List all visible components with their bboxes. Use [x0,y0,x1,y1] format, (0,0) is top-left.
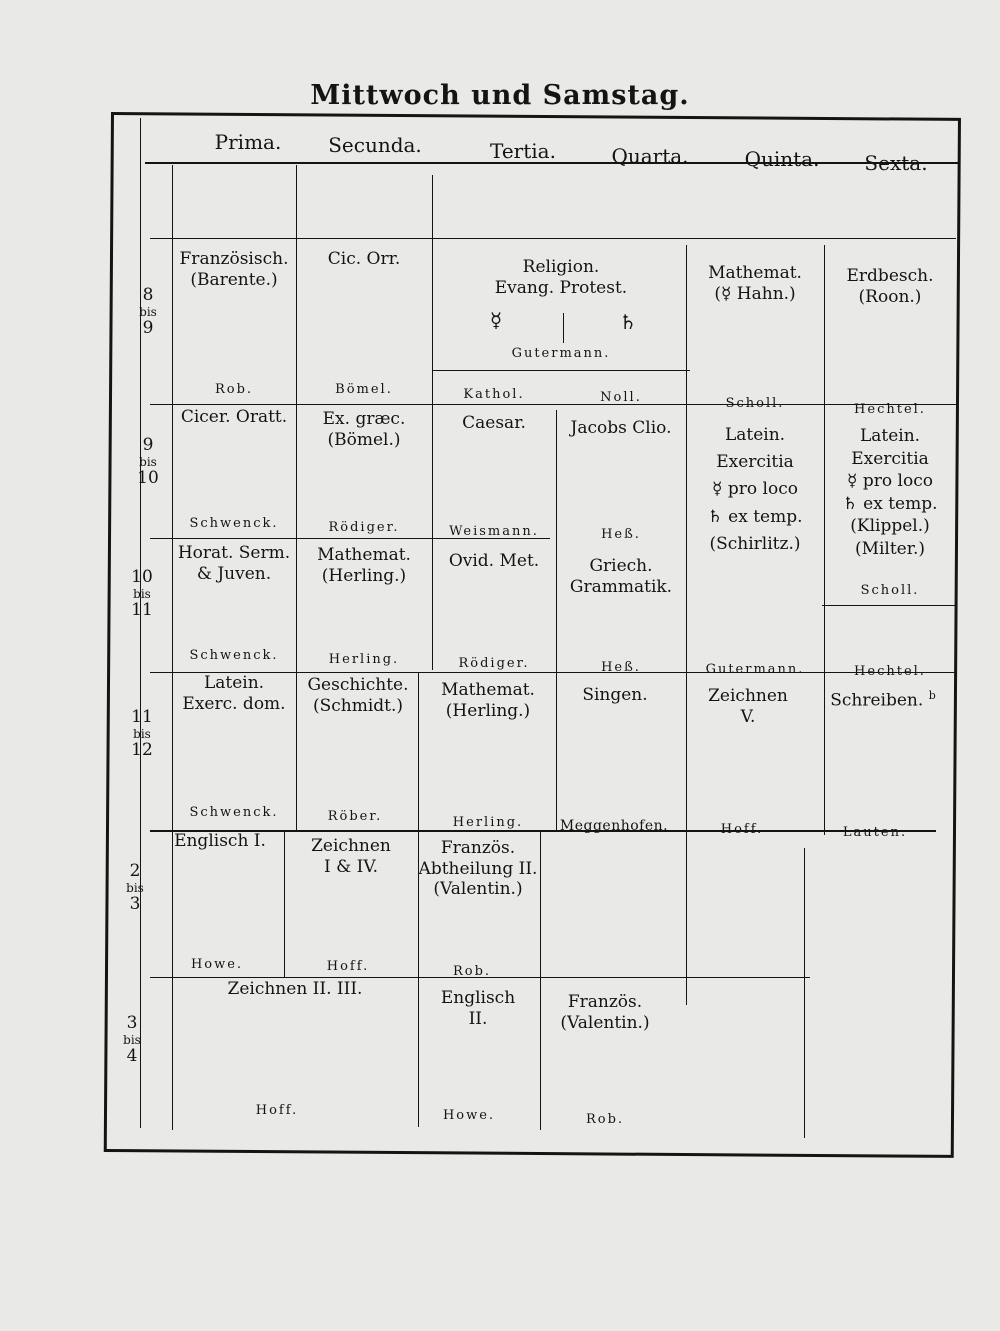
teacher-text: (☿ Hahn.) [714,283,796,304]
subject-sub: V. [740,706,756,727]
r2-secunda-name: Rödiger. [328,520,400,535]
subject-sub: Abtheilung II. [418,858,538,879]
r2-quarta-name: Heß. [601,527,641,542]
teacher-text: (Klippel.) [850,516,930,537]
religion-divider [563,313,564,343]
row1-top-rule [150,238,956,239]
r1-quinta-subject [686,263,824,304]
time-start: 9 [142,435,154,455]
subject-text: Ex. græc. [322,409,406,429]
r1-secunda-name: Bömel. [335,382,393,397]
subject-text: Horat. Serm. [177,543,291,563]
r6-zeichnen-name: Hoff. [255,1103,299,1118]
subject-text: Zeichnen [708,686,788,706]
time-start: 10 [131,567,153,587]
subject-text: Französ. [567,992,643,1012]
subject-text: Zeichnen [311,836,391,856]
subject-text: Latein. [859,426,921,446]
r5-prima-name: Howe. [190,957,244,972]
subject-text: Schreiben. [830,690,924,711]
r4-tertia-subject [420,680,556,721]
r5-prima-subject: Englisch I. [174,831,266,851]
r5-tertia-name: Rob. [452,964,492,979]
subject-sub: ☿ pro loco [712,479,798,500]
teacher-text: (Valentin.) [560,1012,650,1033]
r3-quarta-name: Heß. [601,660,641,675]
time-start: 8 [142,285,154,305]
r1-sexta-name: Hechtel. [854,402,926,417]
teacher-text: (Schmidt.) [312,695,404,716]
religion-name-rule [432,370,690,371]
subject-text: Französ. [440,838,516,858]
r2-sexta-name: Scholl. [860,583,920,598]
r4-quinta-subject [686,686,810,727]
header-tertia: Tertia. [490,139,556,163]
subject-text: Latein. [203,673,265,693]
teacher-text: (Schirlitz.) [709,533,801,554]
header-quarta: Quarta. [611,144,689,168]
r4-prima-name: Schwenck. [189,805,279,820]
time-10-11 [122,568,162,621]
r2-sexta-subject [824,425,956,561]
subject-text: Erdbesch. [846,266,934,286]
time-11-12 [122,708,162,761]
r2-quarta-subject: Jacobs Clio. [570,418,672,438]
teacher-text: (Herling.) [445,700,531,721]
time-bis: bis [133,726,151,741]
quinta-sexta-rule-lower [804,848,805,1138]
r1-religion-name: Gutermann. [511,346,611,361]
time-start: 3 [126,1013,138,1033]
subject-sub: Exerc. dom. [182,693,286,714]
teacher-text: (Milter.) [854,539,926,560]
r1-prima-subject [172,249,296,290]
r1-sexta-subject [824,266,956,307]
time-end: 4 [126,1046,138,1067]
r4-quarta-name: Meggenhofen. [559,818,669,834]
subject-text: Religion. [522,257,600,277]
r1-prima-name: Rob. [214,382,254,397]
time-bis: bis [139,304,157,319]
teacher-text: (Roon.) [858,286,922,307]
r6-tertia-subject [412,988,544,1029]
subject-sub: Exercitia [851,448,929,469]
r4-sexta-subject [810,689,956,711]
r5-secunda-name: Hoff. [326,959,370,974]
r4-secunda-name: Röber. [327,809,383,824]
r3-secunda-name: Herling. [328,652,400,667]
time-start: 2 [129,861,141,881]
r5-tertia-subject [410,838,546,900]
r2-quinta-subject [686,422,824,558]
r3-secunda-subject [296,545,432,586]
footnote-mark: b [928,689,936,702]
r3-tertia-name: Rödiger. [458,656,530,671]
subject-sub: ☿ pro loco [847,471,933,492]
time-end: 9 [142,318,154,339]
subject-text: Englisch [440,988,516,1008]
time-end: 10 [137,468,159,489]
r1-religion [432,257,690,298]
r2-prima-subject: Cicer. Oratt. [180,407,288,427]
r6-tertia-name: Howe. [442,1108,496,1123]
subject-sub: Exercitia [716,452,794,473]
r4-quarta-subject: Singen. [582,685,648,705]
sexta-row3-rule [822,605,956,606]
subject-text: Mathemat. [708,263,802,283]
r2-tertia-name: Weismann. [449,524,539,539]
r4-secunda-subject [296,675,420,716]
r4-prima-subject [172,673,296,714]
page-title: Mittwoch und Samstag. [310,80,690,111]
subject-text: Mathemat. [317,545,411,565]
time-bis: bis [133,586,151,601]
r6-quarta-subject [540,992,670,1033]
r2-tertia-subject: Caesar. [462,413,526,433]
r4-tertia-name: Herling. [452,815,524,830]
r3-sexta-name: Hechtel. [854,664,926,679]
saturn-icon: ♄ [619,310,637,334]
r2-prima-name: Schwenck. [189,516,279,531]
header-secunda: Secunda. [328,133,422,157]
time-3-4 [112,1014,152,1067]
r4-quinta-name: Hoff. [720,822,764,837]
time-bis: bis [126,880,144,895]
r1-quarta-name: Noll. [600,390,642,405]
header-prima: Prima. [214,130,282,154]
r4-sexta-name: Lauten. [842,825,908,840]
time-end: 11 [131,600,153,621]
subject-sub: Evang. Protest. [494,277,628,298]
teacher-text: (Herling.) [321,565,407,586]
r6-zeichnen-subject: Zeichnen II. III. [227,979,363,999]
subject-text: Französisch. [179,249,289,269]
r3-quinta-name: Gutermann. [705,662,805,677]
subject-text: Mathemat. [441,680,535,700]
time-end: 12 [131,740,153,761]
time-2-3 [115,862,155,915]
subject-sub: II. [468,1008,488,1029]
teacher-text: (Bömel.) [327,429,401,450]
subject-sub: ♄ ex temp. [842,493,938,514]
header-quinta: Quinta. [744,147,820,171]
r3-tertia-subject: Ovid. Met. [448,551,540,571]
time-8-9 [128,286,168,339]
r6-quarta-name: Rob. [585,1112,625,1127]
r3-prima-subject [172,543,296,584]
tertia-quarta-rule [556,410,557,830]
time-bis: bis [139,454,157,469]
subject-text: Geschichte. [307,675,409,695]
subject-text: Griech. [589,556,653,576]
subject-sub: I & IV. [323,856,379,877]
r1-secunda-subject: Cic. Orr. [327,249,401,269]
r3-quarta-subject [556,556,686,597]
r2-secunda-subject [296,409,432,450]
mercury-icon: ☿ [489,308,503,332]
time-start: 11 [131,707,153,727]
header-sexta: Sexta. [864,151,928,175]
subject-sub: Grammatik. [569,576,673,597]
time-end: 3 [129,894,141,915]
subject-text: Latein. [724,425,786,445]
subject-sub: & Juven. [196,563,272,584]
r1-quinta-name: Scholl. [725,396,785,411]
teacher-text: (Barente.) [190,269,278,290]
r5-secunda-subject [284,836,418,877]
time-bis: bis [123,1032,141,1047]
time-9-10 [128,436,168,489]
teacher-text: (Valentin.) [433,879,523,900]
r3-prima-name: Schwenck. [189,648,279,663]
subject-sub: ♄ ex temp. [707,506,803,527]
r1-tertia-kathol: Kathol. [463,387,525,402]
